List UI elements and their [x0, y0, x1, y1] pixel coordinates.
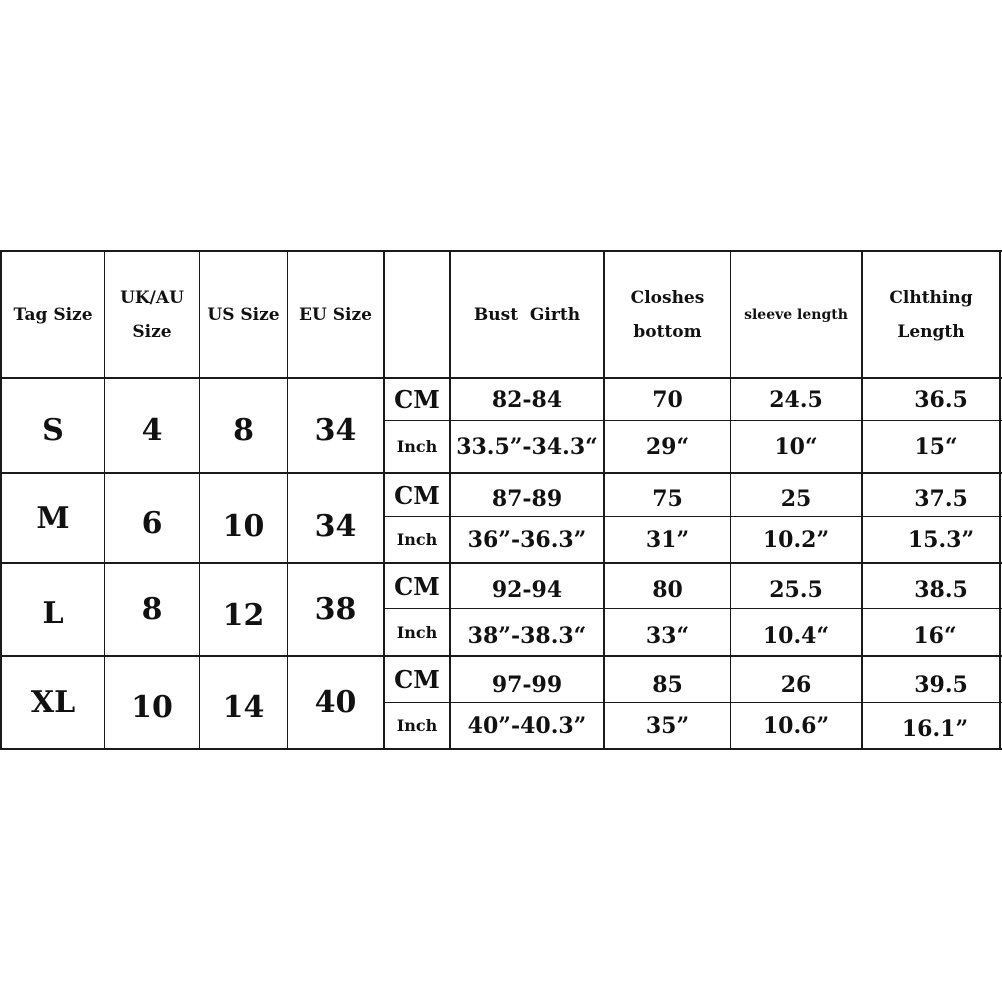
size-chart-table	[0, 250, 1002, 750]
bust-inch-cell: 33.5”-34.3“	[456, 433, 598, 460]
uk-au-size-cell: 10	[131, 690, 173, 725]
eu-size-cell: 34	[314, 413, 357, 448]
bottom-cm-cell: 75	[652, 486, 683, 512]
length-cm-cell: 37.5	[914, 486, 968, 512]
tag-size-cell: M	[36, 500, 70, 536]
eu-size-cell: 38	[314, 592, 357, 627]
sleeve-cm-cell: 25	[780, 486, 812, 512]
unit-cm-label: CM	[394, 571, 440, 601]
us-size-cell: 12	[222, 598, 265, 633]
header-clothes-bottom: Closhes bottom	[630, 287, 705, 342]
bust-cm-cell: 82-84	[491, 386, 563, 413]
bust-cm-cell: 87-89	[491, 486, 563, 512]
length-inch-cell: 15.3”	[907, 526, 975, 553]
sleeve-inch-cell: 10.6”	[762, 712, 830, 739]
sleeve-inch-cell: 10.2”	[762, 526, 830, 553]
uk-au-size-cell: 6	[141, 505, 163, 541]
eu-size-cell: 34	[314, 508, 357, 544]
header-clothing-length: Clhthing Length	[889, 287, 973, 342]
length-inch-cell: 15“	[914, 433, 958, 460]
bottom-cm-cell: 85	[652, 671, 683, 698]
bottom-cm-cell: 70	[652, 386, 683, 413]
table-border-bottom	[0, 748, 1002, 750]
unit-inch-label: Inch	[396, 716, 438, 735]
eu-size-cell: 40	[314, 685, 357, 720]
length-cm-cell: 36.5	[914, 386, 968, 413]
bust-cm-cell: 97-99	[491, 671, 563, 698]
unit-cm-label: CM	[394, 385, 440, 414]
header-eu-size: EU Size	[299, 304, 372, 325]
header-us-size: US Size	[207, 304, 280, 325]
uk-au-size-cell: 8	[141, 592, 163, 627]
tag-size-cell: L	[42, 596, 64, 631]
header-sleeve-length: sleeve length	[744, 306, 848, 323]
us-size-cell: 8	[233, 413, 254, 448]
us-size-cell: 10	[222, 508, 265, 544]
sleeve-inch-cell: 10“	[774, 433, 818, 460]
length-cm-cell: 39.5	[914, 671, 968, 698]
length-cm-cell: 38.5	[914, 577, 968, 603]
tag-size-cell: S	[42, 413, 64, 448]
uk-au-size-cell: 4	[141, 413, 163, 448]
bust-inch-cell: 36”-36.3”	[467, 526, 587, 553]
header-unit	[385, 252, 449, 377]
bust-inch-cell: 40”-40.3”	[467, 712, 587, 739]
header-uk-au-size: UK/AU Size	[120, 287, 184, 342]
bottom-inch-cell: 35”	[645, 712, 690, 739]
header-tag-size: Tag Size	[13, 304, 93, 325]
sleeve-cm-cell: 25.5	[769, 577, 823, 603]
unit-cm-label: CM	[394, 480, 440, 510]
tag-size-cell: XL	[30, 685, 76, 720]
bottom-inch-cell: 33“	[645, 623, 690, 649]
unit-cm-label: CM	[394, 665, 440, 694]
length-inch-cell: 16.1”	[901, 715, 969, 742]
bottom-inch-cell: 29“	[645, 433, 690, 460]
sleeve-cm-cell: 26	[780, 671, 812, 698]
unit-inch-label: Inch	[396, 530, 438, 549]
bust-cm-cell: 92-94	[491, 577, 563, 603]
bust-inch-cell: 38”-38.3“	[467, 623, 587, 649]
sleeve-cm-cell: 24.5	[769, 386, 823, 413]
sleeve-inch-cell: 10.4“	[762, 623, 830, 649]
unit-inch-label: Inch	[396, 437, 438, 456]
header-bust-girth: Bust Girth	[473, 304, 581, 325]
length-inch-cell: 16“	[913, 623, 957, 649]
us-size-cell: 14	[222, 690, 265, 725]
bottom-cm-cell: 80	[652, 577, 683, 603]
bottom-inch-cell: 31”	[645, 526, 690, 553]
table-border-right	[999, 250, 1001, 750]
unit-inch-label: Inch	[396, 622, 438, 642]
